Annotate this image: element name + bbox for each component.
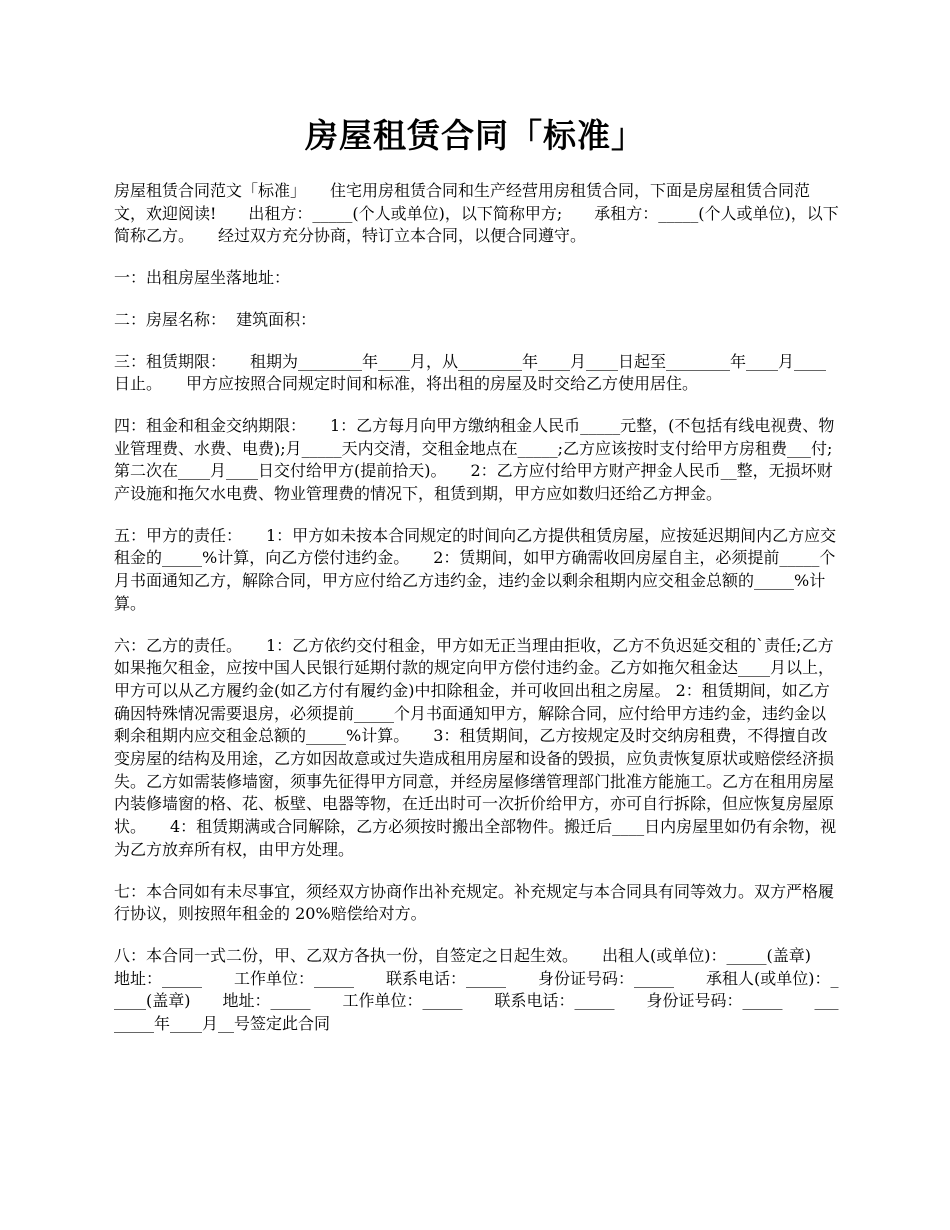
paragraph-section-3: 三：租赁期限： 租期为________年____月，从________年____月____日起至________年____月____日止。 甲方应按照合同规定时间和标准，将出租的房屋及时交给乙方使用居住。 — [114, 351, 827, 394]
document-title: 房屋租赁合同「标准」 — [305, 116, 645, 155]
paragraph-section-8: 八：本合同一式二份，甲、乙双方各执一份，自签定之日起生效。 出租人(或单位)：_____(盖章) 地址：_____ 工作单位：_____ 联系电话：_____ 身份证号码：_____ 承租人(或单位)：_____(盖章) 地址：_____ 工作单位：_____ 联系电话：_____ 身份证号码：_____ ________年____月__号签定此合同 — [114, 945, 843, 1034]
paragraph-section-2: 二：房屋名称： 建筑面积： — [114, 309, 317, 329]
paragraph-intro: 房屋租赁合同范文「标准」 住宅用房租赁合同和生产经营用房租赁合同，下面是房屋租赁合同范文，欢迎阅读! 出租方：_____(个人或单位)，以下简称甲方; 承租方：_____(个人或单位)，以下简称乙方。 经过双方充分协商，特订立本合同，以便合同遵守。 — [114, 181, 839, 246]
paragraph-section-4: 四：租金和租金交纳期限： 1：乙方每月向甲方缴纳租金人民币_____元整，(不包括有线电视费、物业管理费、水费、电费);月_____天内交清，交租金地点在_____;乙方应该按时支付给甲方房租费___付;第二次在____月____日交付给甲方(提前拾天)。 2：乙方应付给甲方财产押金人民币__整，无损坏财产设施和拖欠水电费、物业管理费的情况下，租赁到期，甲方应如数归还给乙方押金。 — [114, 415, 835, 504]
paragraph-section-6: 六：乙方的责任。 1：乙方依约交付租金，甲方如无正当理由拒收，乙方不负迟延交租的`责任;乙方如果拖欠租金，应按中国人民银行延期付款的规定向甲方偿付违约金。乙方如拖欠租金达____月以上，甲方可以从乙方履约金(如乙方付有履约金)中扣除租金，并可收回出租之房屋。 2：租赁期间，如乙方确因特殊情况需要退房，必须提前_____个月书面通知甲方，解除合同，应付给甲方违约金，违约金以剩余租期内应交租金总额的_____%计算。 3：租赁期间，乙方按规定及时交纳房租费，不得擅自改变房屋的结构及用途，乙方如因故意或过失造成租用房屋和设备的毁损，应负责恢复原状或赔偿经济损失。乙方如需装修墙窗，须事先征得甲方同意，并经房屋修缮管理部门批准方能施工。乙方在租用房屋内装修墙窗的格、花、板壁、电器等物，在迁出时可一次折价给甲方，亦可自行拆除，但应恢复房屋原状。 4：租赁期满或合同解除，乙方必须按时搬出全部物件。搬迁后____日内房屋里如仍有余物，视为乙方放弃所有权，由甲方处理。 — [114, 635, 837, 859]
paragraph-section-5: 五：甲方的责任： 1：甲方如未按本合同规定的时间向乙方提供租赁房屋，应按延迟期间内乙方应交租金的_____%计算，向乙方偿付违约金。 2：赁期间，如甲方确需收回房屋自主，必须提前_____个月书面通知乙方，解除合同，甲方应付给乙方违约金，违约金以剩余租期内应交租金总额的_____%计算。 — [114, 525, 837, 613]
document-body — [114, 180, 843, 1055]
paragraph-section-1: 一：出租房屋坐落地址： — [114, 268, 291, 288]
paragraph-section-7: 七：本合同如有未尽事宜，须经双方协商作出补充规定。补充规定与本合同具有同等效力。双方严格履行协议，则按照年租金的 20%赔偿给对方。 — [114, 881, 835, 924]
